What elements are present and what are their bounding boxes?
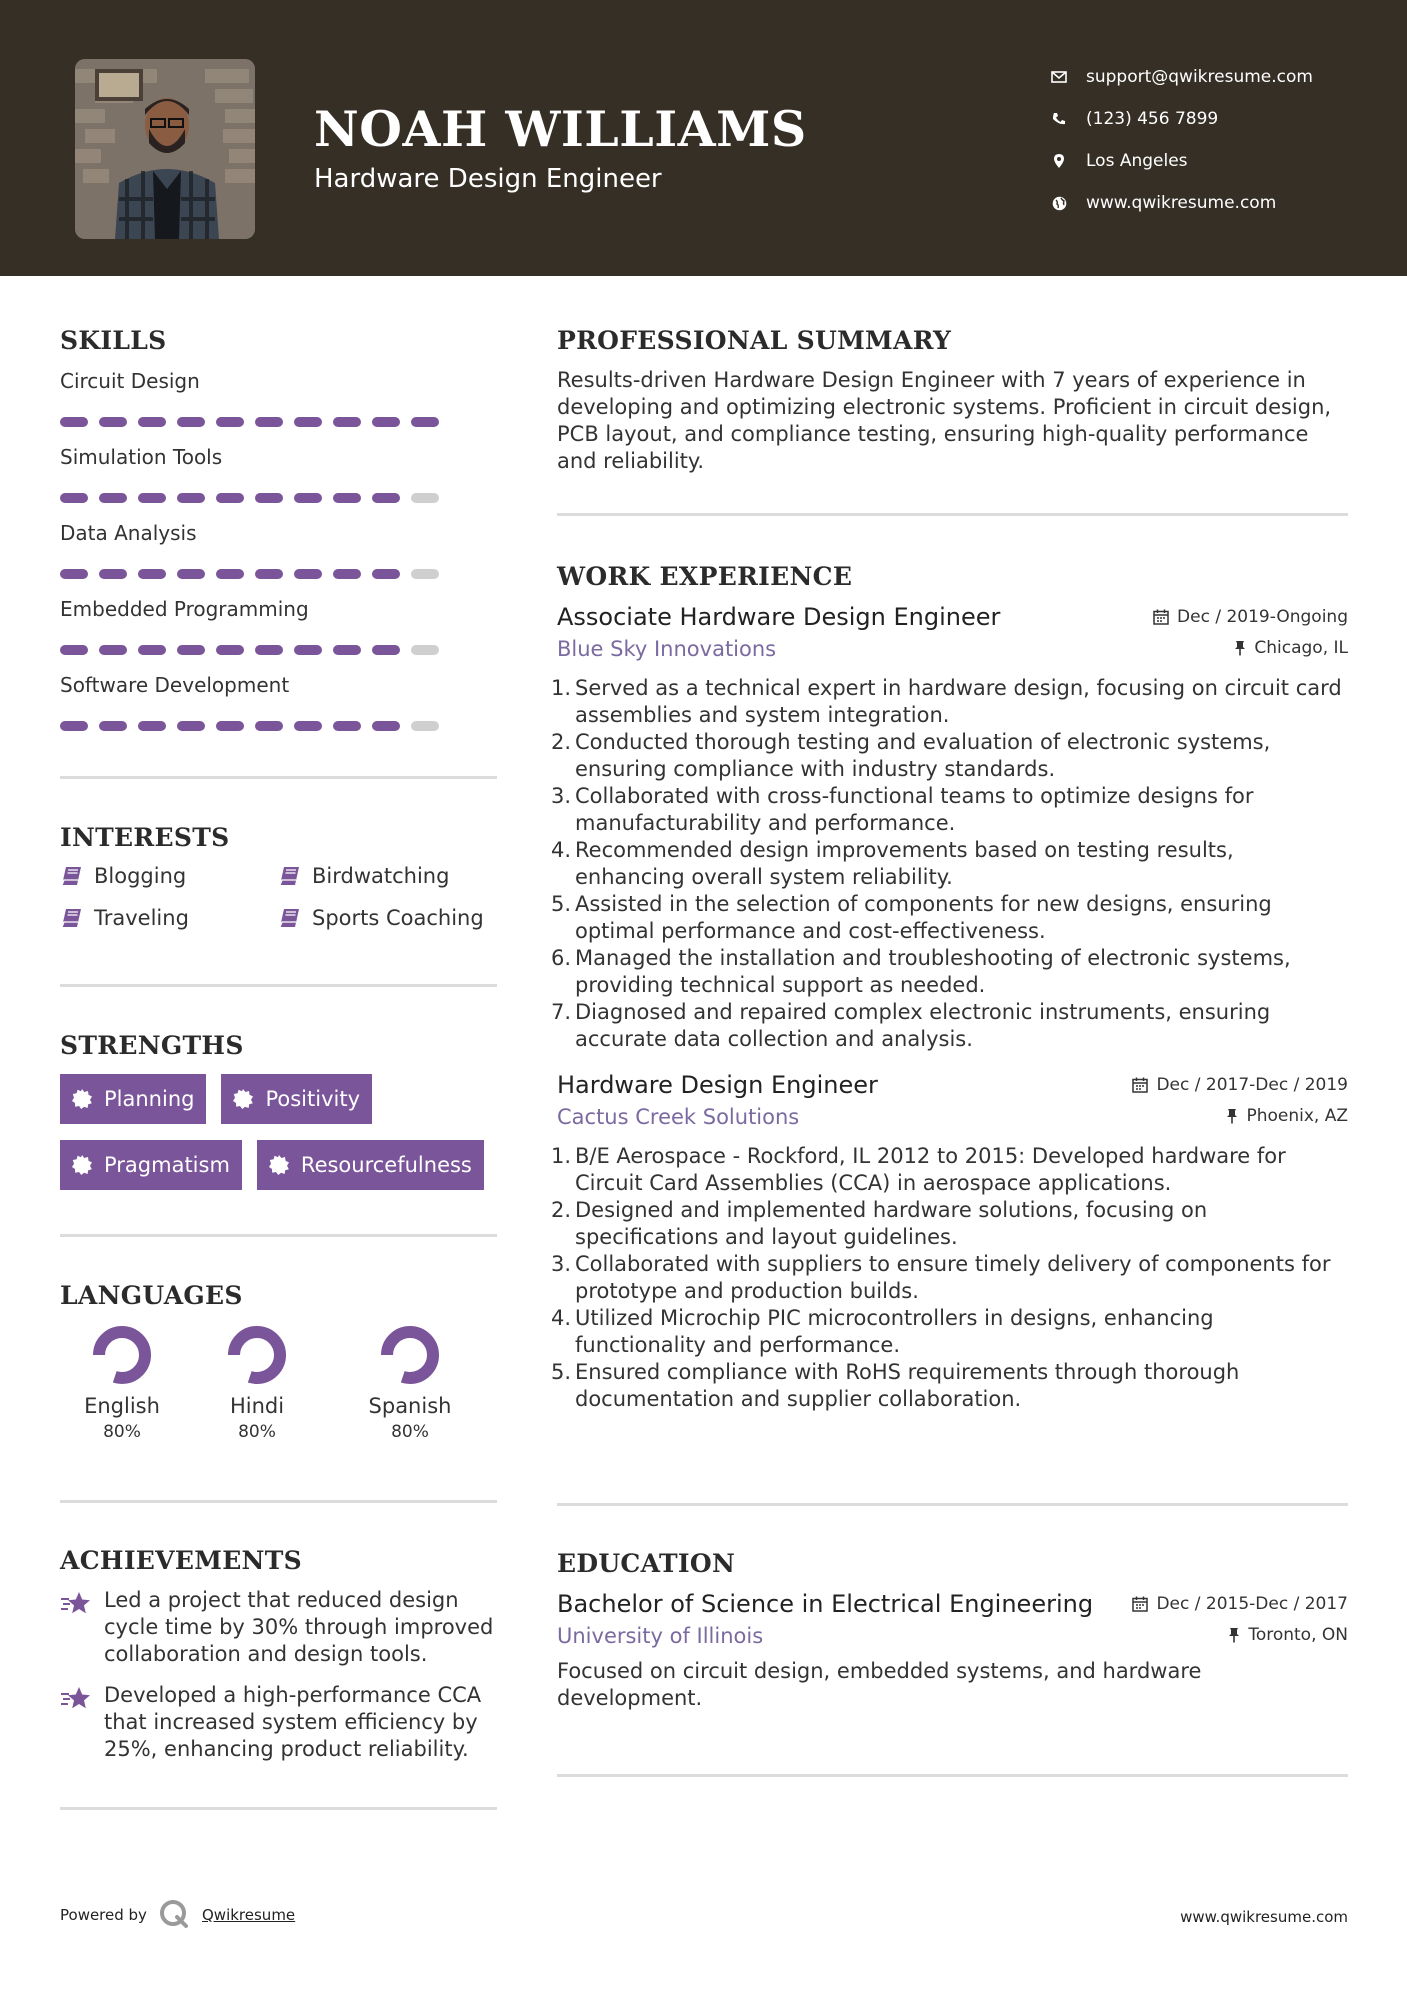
achievement-item (60, 1587, 497, 1668)
calendar-icon (1132, 1596, 1148, 1612)
language-gauge (91, 1324, 153, 1386)
skill-rating (60, 417, 497, 427)
location-pin-icon (1050, 152, 1068, 170)
skill-item (60, 597, 497, 655)
skill-rating-dot (60, 493, 88, 503)
skill-rating-dot (294, 721, 322, 731)
footer-website[interactable]: www.qwikresume.com (1180, 1908, 1348, 1926)
skill-rating-dot (99, 569, 127, 579)
skill-rating-dot (177, 645, 205, 655)
skill-rating-dot (372, 417, 400, 427)
divider (60, 776, 497, 779)
skill-rating-dot (333, 493, 361, 503)
skill-item (60, 445, 497, 503)
interest-label: Birdwatching (312, 864, 450, 888)
skill-name: Software Development (60, 673, 290, 697)
skill-rating-dot (372, 569, 400, 579)
skill-rating-dot (216, 493, 244, 503)
skill-rating-dot (255, 493, 283, 503)
skill-rating-dot (138, 493, 166, 503)
summary-section (557, 326, 1348, 475)
interests-section (60, 823, 497, 930)
strength-chip (60, 1140, 242, 1190)
language-gauge-arc (234, 1332, 280, 1378)
skill-name: Simulation Tools (60, 445, 223, 469)
divider (60, 984, 497, 987)
strength-chip (60, 1074, 206, 1124)
job-bullet: 1. B/E Aerospace - Rockford, IL 2012 to 2015: Developed hardware for Circuit Card Assemblies (CCA) in aerospace applications. (551, 1144, 1286, 1195)
skill-rating-dot (216, 645, 244, 655)
language-percent: 80% (391, 1422, 429, 1442)
job-bullet: 4. Utilized Microchip PIC microcontrollers in designs, enhancing functionality and performance. (551, 1306, 1214, 1357)
job-bullet: 4. Recommended design improvements based on testing results, enhancing overall system reliability. (551, 838, 1234, 889)
skill-rating-dot (177, 569, 205, 579)
book-icon (60, 866, 82, 886)
language-gauge-arc (99, 1332, 145, 1378)
achievement-text: Led a project that reduced design cycle time by 30% through improved collaboration and design tools. (104, 1588, 494, 1666)
skill-rating-dot (411, 721, 439, 731)
job-bullet: 5. Ensured compliance with RoHS requirements through thorough documentation and supplier collaboration. (551, 1360, 1240, 1411)
job-bullets (551, 675, 1348, 1053)
strength-chip (257, 1140, 484, 1190)
skill-rating-dot (99, 493, 127, 503)
pushpin-icon (1234, 640, 1246, 656)
achievement-text: Developed a high-performance CCA that increased system efficiency by 25%, enhancing product reliability. (104, 1683, 482, 1761)
achievements-heading: ACHIEVEMENTS (60, 1546, 302, 1575)
job-dates-text: Dec / 2019-Ongoing (1177, 607, 1348, 627)
divider (557, 1774, 1348, 1777)
languages-section (60, 1281, 497, 1442)
badge-icon (72, 1089, 92, 1109)
skill-item (60, 673, 497, 731)
job-title: Hardware Design Engineer (557, 1071, 878, 1099)
education-dates-text: Dec / 2015-Dec / 2017 (1156, 1594, 1348, 1614)
contact-email[interactable] (1050, 56, 1380, 98)
interest-label: Sports Coaching (312, 906, 484, 930)
summary-text: Results-driven Hardware Design Engineer with 7 years of experience in developing and optimizing electronic systems. Proficient in circuit design, PCB layout, and compliance testing, ensuring high-quality performance and reliability. (557, 368, 1332, 473)
achievements-list (60, 1587, 497, 1763)
degree-title: Bachelor of Science in Electrical Engineering (557, 1590, 1094, 1618)
skill-rating-dot (333, 645, 361, 655)
job-location-text: Chicago, IL (1254, 638, 1348, 658)
envelope-icon (1050, 68, 1068, 86)
skills-section (60, 326, 497, 731)
job-location (1234, 638, 1348, 658)
education-dates (1132, 1594, 1348, 1614)
strengths-heading: STRENGTHS (60, 1031, 244, 1060)
contact-website-text: www.qwikresume.com (1086, 193, 1277, 213)
job-bullet: 2. Designed and implemented hardware solutions, focusing on specifications and layout guidelines. (551, 1198, 1208, 1249)
star-icon (60, 1591, 92, 1617)
skill-rating-dot (60, 721, 88, 731)
strength-label: Pragmatism (104, 1153, 230, 1177)
job-location (1226, 1106, 1348, 1126)
interest-item (60, 864, 278, 888)
job-bullet: 7. Diagnosed and repaired complex electronic instruments, ensuring accurate data collection and analysis. (551, 1000, 1271, 1051)
education-heading: EDUCATION (557, 1549, 736, 1578)
skill-rating-dot (138, 569, 166, 579)
skill-rating-dot (216, 569, 244, 579)
skill-rating-dot (411, 569, 439, 579)
resume-header (0, 0, 1407, 276)
footer (60, 1898, 1348, 1932)
calendar-icon (1132, 1077, 1148, 1093)
job-bullet: 3. Collaborated with suppliers to ensure timely delivery of components for prototype and production builds. (551, 1252, 1331, 1303)
job-entry (551, 603, 1348, 1053)
skill-rating-dot (99, 645, 127, 655)
skill-rating-dot (177, 493, 205, 503)
badge-icon (233, 1089, 253, 1109)
education-description: Focused on circuit design, embedded systems, and hardware development. (557, 1659, 1202, 1710)
qwikresume-link[interactable]: Qwikresume (202, 1906, 296, 1924)
skill-rating-dot (255, 569, 283, 579)
summary-heading: PROFESSIONAL SUMMARY (557, 326, 952, 355)
interest-item (278, 864, 498, 888)
skill-rating (60, 721, 497, 731)
skill-rating (60, 569, 497, 579)
job-dates (1132, 1075, 1348, 1095)
interest-item (278, 906, 498, 930)
divider (60, 1807, 497, 1810)
skill-rating-dot (60, 417, 88, 427)
skill-rating-dot (138, 645, 166, 655)
job-bullets (551, 1143, 1348, 1413)
language-gauge (379, 1324, 441, 1386)
interest-label: Blogging (94, 864, 187, 888)
skill-rating (60, 645, 497, 655)
book-icon (278, 866, 300, 886)
job-bullet: 3. Collaborated with cross-functional teams to optimize designs for manufacturability and performance. (551, 784, 1254, 835)
candidate-title: Hardware Design Engineer (314, 164, 662, 194)
strength-label: Planning (104, 1087, 195, 1111)
divider (60, 1234, 497, 1237)
job-location-text: Phoenix, AZ (1246, 1106, 1348, 1126)
skill-name: Embedded Programming (60, 597, 309, 621)
skill-rating-dot (99, 417, 127, 427)
skill-rating-dot (411, 645, 439, 655)
book-icon (60, 908, 82, 928)
skill-rating-dot (216, 417, 244, 427)
skill-rating-dot (60, 645, 88, 655)
skill-item (60, 369, 497, 427)
qwikresume-logo-icon (158, 1898, 190, 1930)
job-bullet: 2. Conducted thorough testing and evaluation of electronic systems, ensuring compliance with industry standards. (551, 730, 1271, 781)
job-bullet: 1. Served as a technical expert in hardware design, focusing on circuit card assemblies and system integration. (551, 676, 1342, 727)
skill-rating-dot (411, 417, 439, 427)
contact-phone[interactable] (1050, 98, 1380, 140)
skill-rating-dot (411, 493, 439, 503)
strength-chip (221, 1074, 372, 1124)
education-section (557, 1549, 1348, 1712)
language-gauge (226, 1324, 288, 1386)
language-name: English (84, 1394, 160, 1418)
strength-label: Positivity (265, 1087, 360, 1111)
skill-rating-dot (372, 721, 400, 731)
language-item (330, 1324, 490, 1442)
divider (60, 1500, 497, 1503)
skill-rating-dot (216, 721, 244, 731)
phone-icon (1050, 110, 1068, 128)
education-location (1228, 1625, 1348, 1645)
skill-rating-dot (294, 493, 322, 503)
languages-list (60, 1324, 497, 1442)
interest-item (60, 906, 278, 930)
pushpin-icon (1228, 1627, 1240, 1643)
skill-rating-dot (60, 569, 88, 579)
pushpin-icon (1226, 1108, 1238, 1124)
skill-rating-dot (333, 417, 361, 427)
skill-rating-dot (138, 417, 166, 427)
skill-name: Circuit Design (60, 369, 200, 393)
company-name: Cactus Creek Solutions (557, 1105, 800, 1129)
divider (557, 1503, 1348, 1506)
skill-item (60, 521, 497, 579)
interests-heading: INTERESTS (60, 823, 230, 852)
contact-location-text: Los Angeles (1086, 151, 1188, 171)
skills-heading: SKILLS (60, 326, 167, 355)
divider (557, 513, 1348, 516)
contact-website[interactable] (1050, 182, 1380, 224)
language-name: Spanish (368, 1394, 452, 1418)
skill-rating-dot (372, 645, 400, 655)
company-name: Blue Sky Innovations (557, 637, 777, 661)
language-percent: 80% (103, 1422, 141, 1442)
skill-rating (60, 493, 497, 503)
language-percent: 80% (238, 1422, 276, 1442)
strength-label: Resourcefulness (300, 1153, 472, 1177)
badge-icon (72, 1155, 92, 1175)
profile-photo (75, 59, 255, 239)
job-dates-text: Dec / 2017-Dec / 2019 (1156, 1075, 1348, 1095)
skill-name: Data Analysis (60, 521, 197, 545)
work-heading: WORK EXPERIENCE (557, 562, 853, 591)
language-gauge-arc (387, 1332, 433, 1378)
job-entry (551, 1071, 1348, 1413)
contact-info (1050, 56, 1380, 224)
achievements-section (60, 1546, 497, 1777)
language-item (60, 1324, 184, 1442)
skill-rating-dot (138, 721, 166, 731)
skill-rating-dot (294, 645, 322, 655)
powered-by-label: Powered by (60, 1906, 147, 1924)
skill-rating-dot (255, 417, 283, 427)
language-item (184, 1324, 330, 1442)
skill-rating-dot (255, 721, 283, 731)
skill-rating-dot (255, 645, 283, 655)
contact-email-text: support@qwikresume.com (1086, 67, 1313, 87)
calendar-icon (1153, 609, 1169, 625)
contact-location (1050, 140, 1380, 182)
skill-rating-dot (333, 569, 361, 579)
badge-icon (269, 1155, 289, 1175)
skill-rating-dot (372, 493, 400, 503)
education-location-text: Toronto, ON (1248, 1625, 1348, 1645)
job-bullet: 6. Managed the installation and troubleshooting of electronic systems, providing technical support as needed. (551, 946, 1291, 997)
globe-icon (1050, 194, 1068, 212)
work-experience-section (551, 562, 1348, 1413)
language-name: Hindi (229, 1394, 285, 1418)
interests-list (60, 864, 497, 930)
skill-rating-dot (177, 417, 205, 427)
star-icon (60, 1686, 92, 1712)
school-name: University of Illinois (557, 1624, 764, 1648)
skill-rating-dot (294, 569, 322, 579)
job-dates (1153, 607, 1348, 627)
languages-heading: LANGUAGES (60, 1281, 243, 1310)
skill-rating-dot (99, 721, 127, 731)
interest-label: Traveling (94, 906, 189, 930)
job-bullet: 5. Assisted in the selection of components for new designs, ensuring optimal performance and cost-effectiveness. (551, 892, 1272, 943)
skill-rating-dot (333, 721, 361, 731)
strengths-section (60, 1031, 497, 1190)
skill-rating-dot (294, 417, 322, 427)
achievement-item (60, 1682, 497, 1763)
skill-rating-dot (177, 721, 205, 731)
contact-phone-text: (123) 456 7899 (1086, 109, 1219, 129)
skills-list (60, 369, 497, 731)
candidate-name: NOAH WILLIAMS (314, 100, 807, 158)
book-icon (278, 908, 300, 928)
job-title: Associate Hardware Design Engineer (557, 603, 1001, 631)
strengths-list (60, 1074, 500, 1190)
